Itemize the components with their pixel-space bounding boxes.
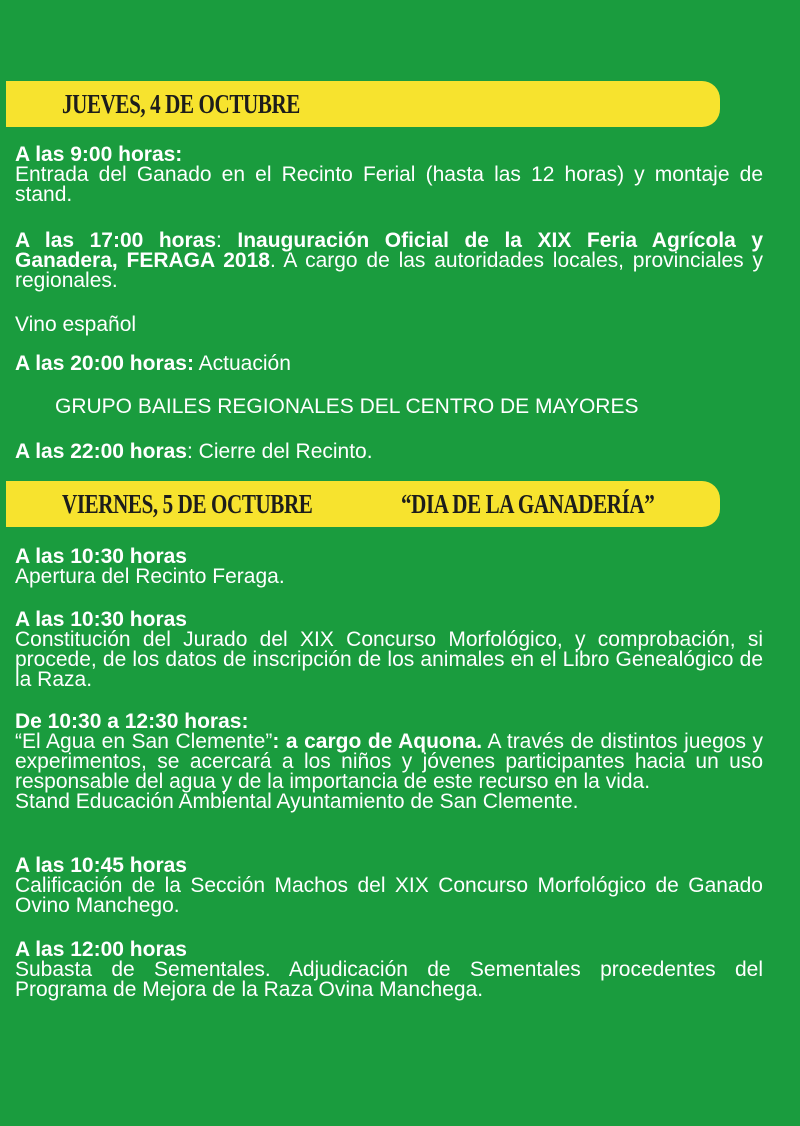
event-day2-1030-1230 — [15, 712, 763, 812]
event-text: Actuación — [193, 352, 291, 375]
event-day1-2000 — [15, 354, 763, 374]
day2-banner — [6, 481, 720, 527]
event-time: A las 10:30 horas — [15, 545, 187, 568]
event-text: Calificación de la Sección Machos del XIX Concurso Morfológico de Ganado Ovino Manchego. — [15, 874, 763, 917]
event-day2-1200 — [15, 940, 763, 1000]
event-day1-2200 — [15, 442, 763, 462]
event-title: Inauguración Oficial de la XIX Feria Agrícola y Ganadera, FERAGA 2018 — [15, 229, 764, 272]
event-day2-1045 — [15, 856, 763, 916]
event-text: Apertura del Recinto Feraga. — [15, 565, 285, 588]
event-day2-1030-a — [15, 547, 763, 587]
event-time: A las 10:30 horas — [15, 608, 187, 631]
day1-title: JUEVES, 4 DE OCTUBRE — [62, 89, 300, 119]
event-separator: : — [216, 229, 238, 252]
event-host: : a cargo de Aquona. — [272, 730, 483, 753]
event-time: A las 22:00 horas — [15, 440, 187, 463]
event-text: Entrada del Ganado en el Recinto Ferial (hasta las 12 horas) y montaje de stand. — [15, 163, 763, 206]
event-text: Constitución del Jurado del XIX Concurso Morfológico, y comprobación, si procede, de los datos de inscripción de los animales en el Libro Genealógico de la Raza. — [15, 628, 763, 691]
event-text: Subasta de Sementales. Adjudicación de Sementales procedentes del Programa de Mejora de la Raza Ovina Manchega. — [15, 958, 763, 1001]
event-time: A las 17:00 horas — [15, 229, 217, 252]
event-time: A las 10:45 horas — [15, 854, 187, 877]
day1-banner — [6, 81, 720, 127]
event-time: A las 9:00 horas: — [15, 143, 183, 166]
event-day1-group — [15, 397, 800, 417]
event-time: A las 20:00 horas: — [15, 352, 194, 375]
event-day1-1700 — [15, 231, 763, 291]
day2-theme: “DIA DE LA GANADERÍA” — [401, 489, 655, 519]
event-text: A través de distintos juegos y experimentos, se acercará a los niños y jóvenes participantes hacia un uso responsable del agua y de la importancia de este recurso en la vida. — [15, 730, 763, 793]
event-day1-wine — [15, 315, 763, 335]
event-text: : Cierre del Recinto. — [186, 440, 373, 463]
event-text: Vino español — [15, 313, 137, 336]
event-day1-0900 — [15, 145, 763, 205]
event-text: GRUPO BAILES REGIONALES DEL CENTRO DE MAYORES — [55, 395, 639, 418]
day2-title: VIERNES, 5 DE OCTUBRE — [62, 489, 313, 519]
event-text-2: Stand Educación Ambiental Ayuntamiento de San Clemente. — [15, 790, 579, 813]
event-time: A las 12:00 horas — [15, 938, 187, 961]
event-text: . A cargo de las autoridades locales, provinciales y regionales. — [15, 249, 763, 292]
event-time: De 10:30 a 12:30 horas: — [15, 710, 249, 733]
event-day2-1030-b — [15, 610, 763, 690]
event-quote: “El Agua en San Clemente” — [15, 730, 273, 753]
